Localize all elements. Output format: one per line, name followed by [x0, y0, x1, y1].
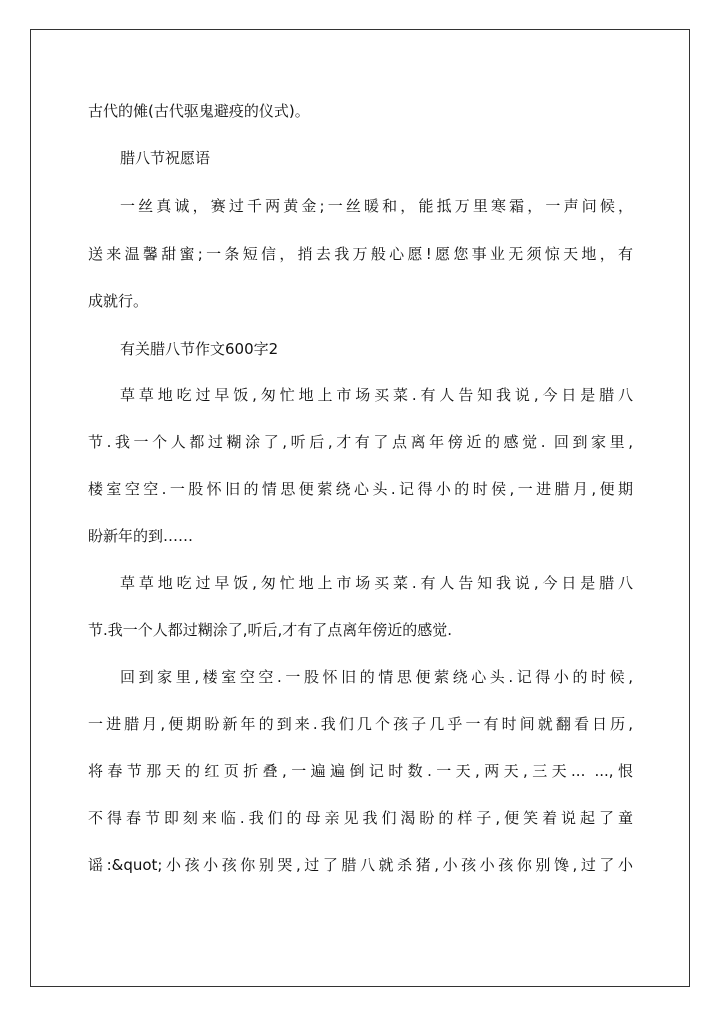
text-line-essay-6: 节.我一个人都过糊涂了,听后,才有了点离年傍近的感觉. — [88, 621, 453, 639]
text-line-essay-1: 草草地吃过早饭,匆忙地上市场买菜.有人告知我说,今日是腊八 — [120, 386, 633, 404]
text-line-essay-11: 谣:&quot;小孩小孩你别哭,过了腊八就杀猪,小孩小孩你别馋,过了小 — [88, 856, 633, 874]
text-line-essay-10: 不得春节即刻来临.我们的母亲见我们渴盼的样子,便笑着说起了童 — [88, 809, 633, 827]
section-heading-essay: 有关腊八节作文600字2 — [120, 340, 279, 358]
section-heading-wishes: 腊八节祝愿语 — [120, 149, 211, 167]
text-line-wish-3: 成就行。 — [88, 292, 149, 310]
text-line-essay-8: 一进腊月,便期盼新年的到来.我们几个孩子几乎一有时间就翻看日历, — [88, 715, 633, 733]
text-line-essay-3: 楼室空空.一股怀旧的情思便萦绕心头.记得小的时侯,一进腊月,便期 — [88, 480, 633, 498]
text-line-essay-2: 节.我一个人都过糊涂了,听后,才有了点离年傍近的感觉. 回到家里, — [88, 433, 633, 451]
text-line-essay-7: 回到家里,楼室空空.一股怀旧的情思便萦绕心头.记得小的时候, — [120, 668, 633, 686]
text-line-ritual: 古代的傩(古代驱鬼避疫的仪式)。 — [88, 102, 310, 120]
text-line-essay-9: 将春节那天的红页折叠,一遍遍倒记时数.一天,两天,三天... ...,恨 — [88, 762, 633, 780]
text-line-wish-2: 送来温馨甜蜜;一条短信，捎去我万般心愿!愿您事业无须惊天地，有 — [88, 245, 633, 263]
text-line-essay-5: 草草地吃过早饭,匆忙地上市场买菜.有人告知我说,今日是腊八 — [120, 574, 633, 592]
text-line-essay-4: 盼新年的到…… — [88, 527, 194, 545]
text-line-wish-1: 一丝真诚，赛过千两黄金;一丝暖和，能抵万里寒霜，一声问候， — [120, 197, 633, 215]
page-border — [30, 29, 690, 987]
